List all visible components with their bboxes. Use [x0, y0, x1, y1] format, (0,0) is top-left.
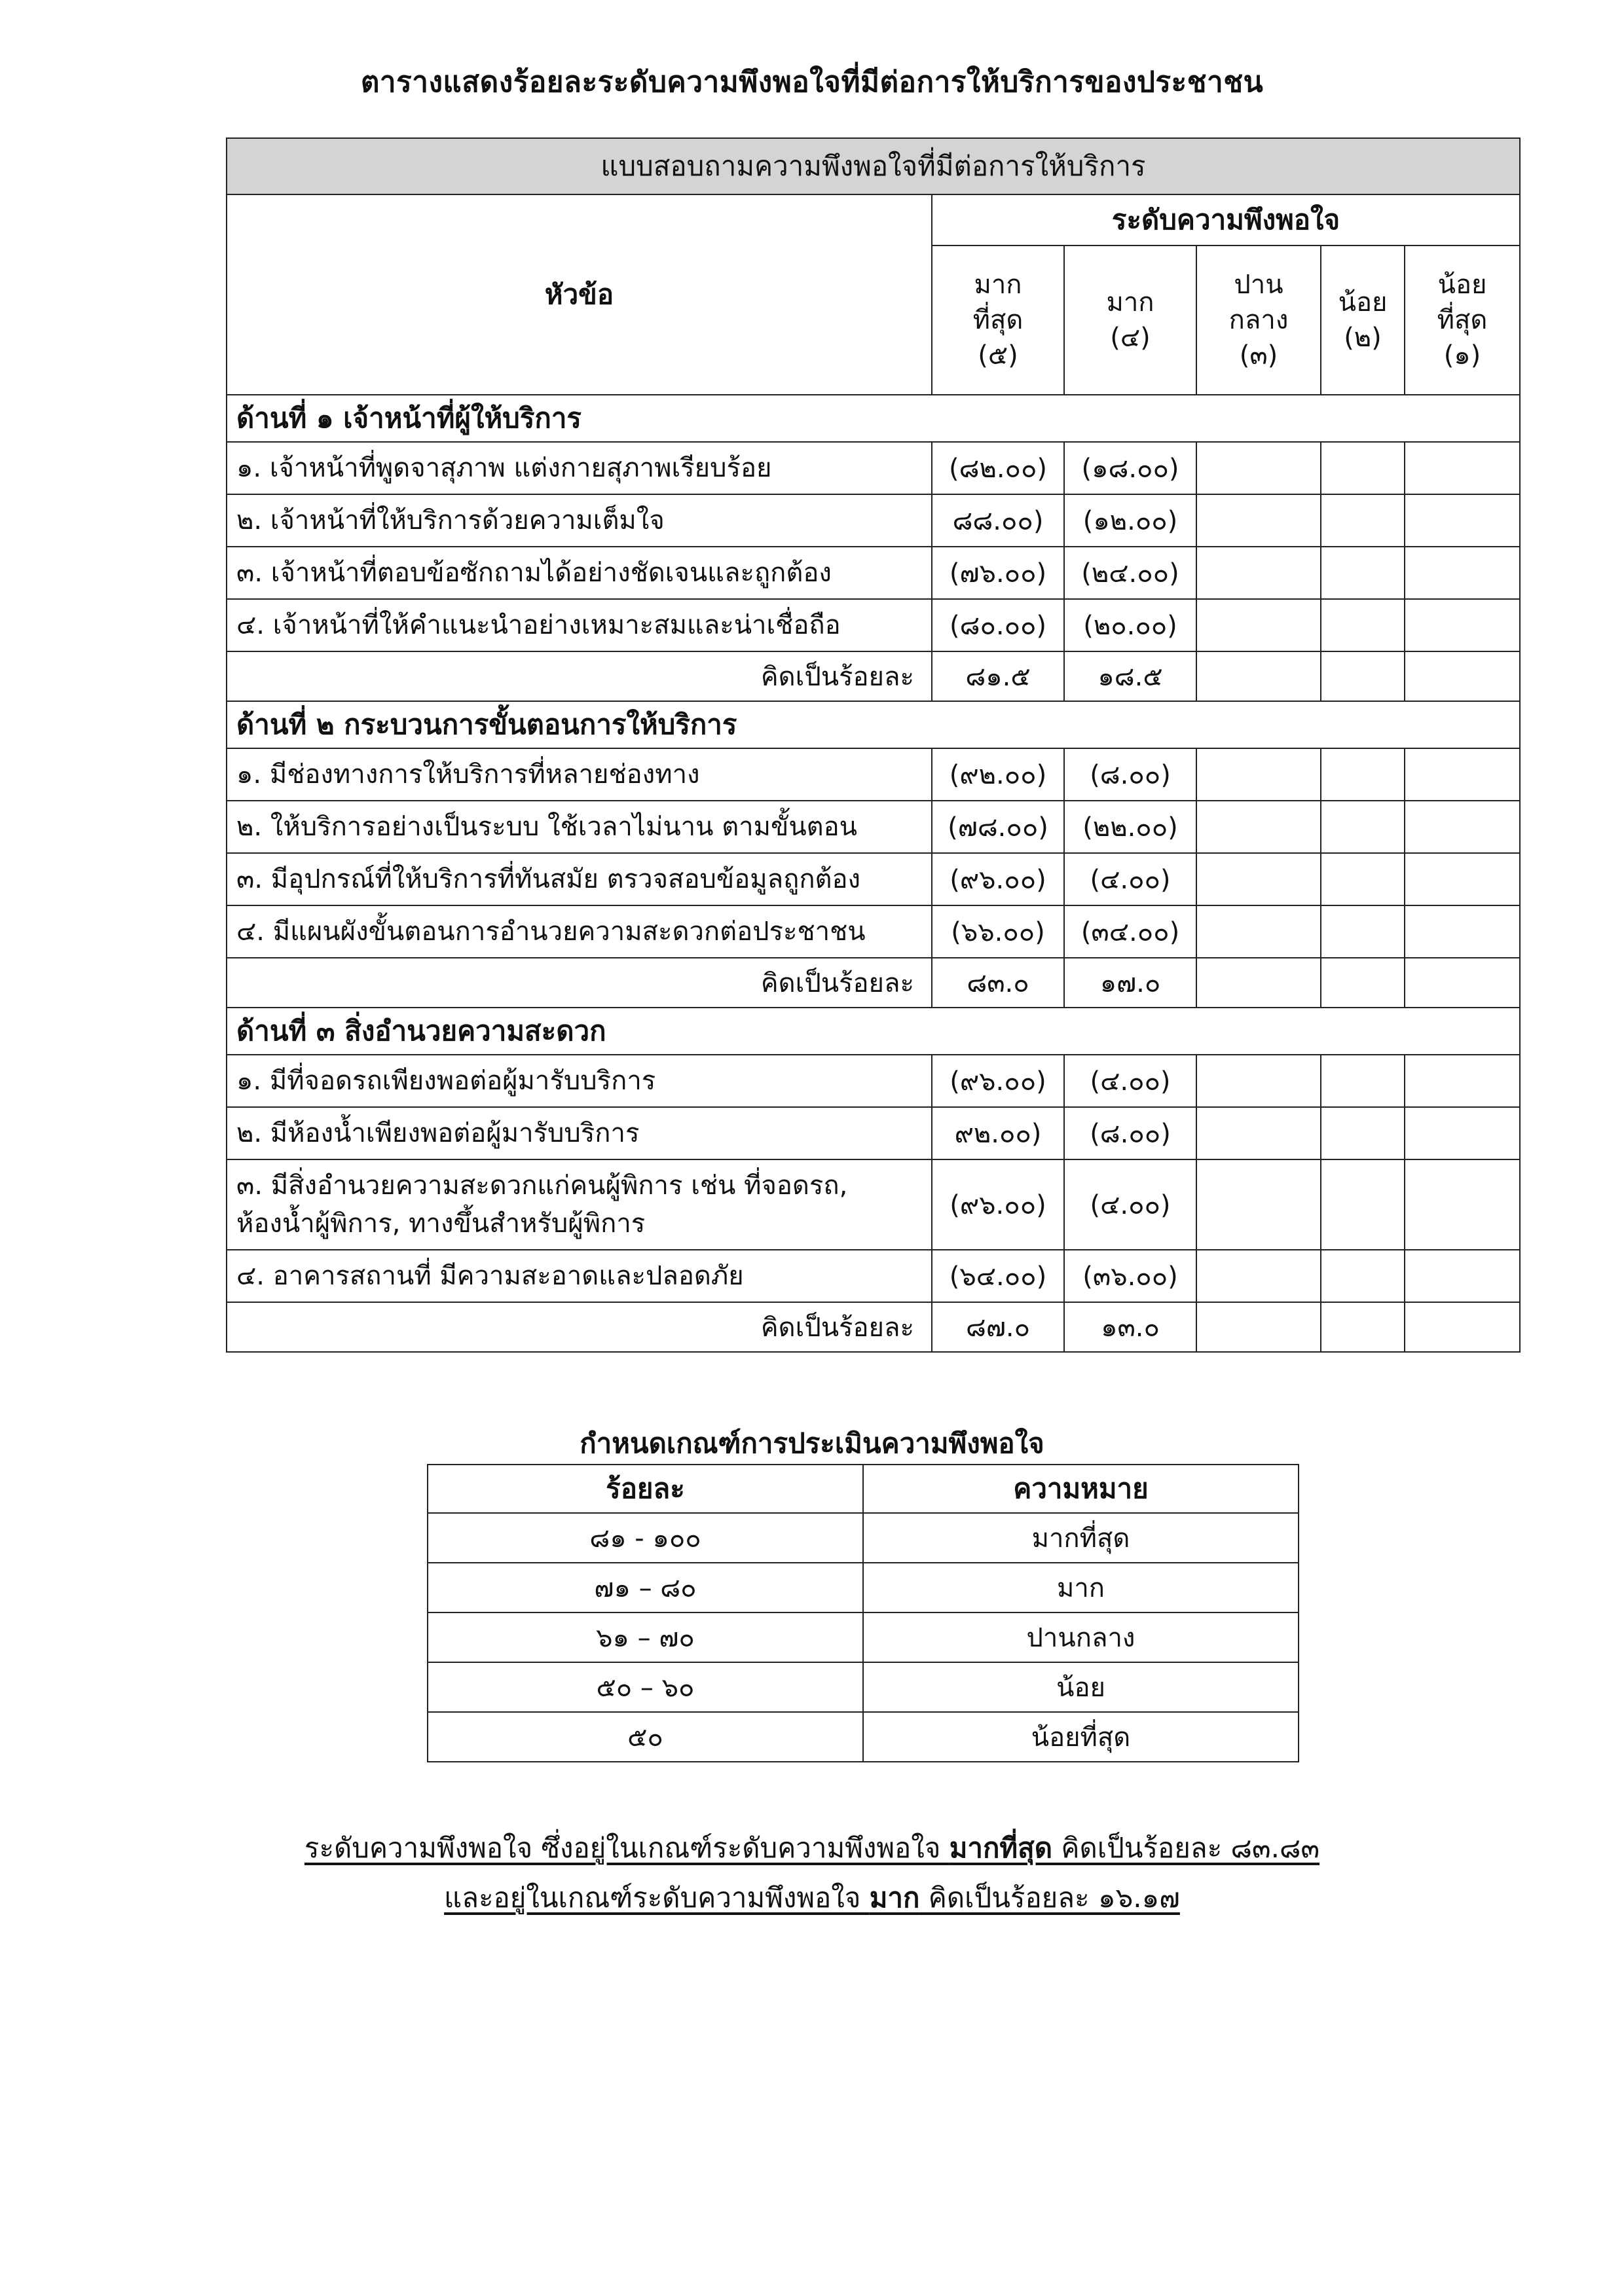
- criteria-meaning: น้อยที่สุด: [863, 1712, 1299, 1762]
- section-title: ด้านที่ ๓ สิ่งอำนวยความสะดวก: [227, 1008, 1520, 1055]
- summary-label: คิดเป็นร้อยละ: [227, 651, 932, 701]
- empty-cell: [1321, 853, 1405, 905]
- empty-cell: [1321, 494, 1405, 547]
- column-header-most: [932, 246, 1064, 395]
- item-label-line: ห้องน้ำผู้พิการ, ทางขึ้นสำหรับผู้พิการ: [236, 1209, 646, 1239]
- value-most: (๖๔.๐๐): [932, 1250, 1064, 1302]
- empty-cell: [1405, 801, 1520, 853]
- table-row: [227, 905, 1520, 958]
- criteria-range: ๕๐: [428, 1712, 863, 1762]
- value-most: ๘๘.๐๐): [932, 494, 1064, 547]
- column-header-moderate: [1196, 246, 1321, 395]
- empty-cell: [1405, 494, 1520, 547]
- item-label: ๔. อาคารสถานที่ มีความสะอาดและปลอดภัย: [227, 1250, 932, 1302]
- value-most: (๙๖.๐๐): [932, 1159, 1064, 1250]
- column-header-line: (๓): [1239, 340, 1278, 371]
- empty-cell: [1196, 1302, 1321, 1352]
- criteria-meaning: น้อย: [863, 1662, 1299, 1712]
- summary-line-2: [0, 1876, 1624, 1920]
- table-row: [428, 1613, 1299, 1662]
- empty-cell: [1321, 1250, 1405, 1302]
- empty-cell: [1405, 1250, 1520, 1302]
- empty-cell: [1321, 1302, 1405, 1352]
- empty-cell: [1196, 905, 1321, 958]
- empty-cell: [1321, 958, 1405, 1008]
- table-row: [227, 547, 1520, 599]
- summary-line-1: [0, 1827, 1624, 1870]
- value-much: (๔.๐๐): [1064, 1159, 1196, 1250]
- topic-header: หัวข้อ: [227, 194, 932, 395]
- item-label: ๑. เจ้าหน้าที่พูดจาสุภาพ แต่งกายสุภาพเรียบร้อย: [227, 442, 932, 494]
- summary-label: คิดเป็นร้อยละ: [227, 958, 932, 1008]
- table-row: [227, 1107, 1520, 1159]
- table-row: [227, 494, 1520, 547]
- empty-cell: [1405, 1055, 1520, 1107]
- satisfaction-level-header: ระดับความพึงพอใจ: [932, 194, 1520, 246]
- column-header-line: (๒): [1344, 323, 1382, 353]
- item-label-line: ๓. มีสิ่งอำนวยความสะดวกแก่คนผู้พิการ เช่น ที่จอดรถ,: [236, 1171, 848, 1201]
- column-header-line: มาก: [974, 270, 1022, 300]
- value-most: (๘๐.๐๐): [932, 599, 1064, 651]
- column-header-line: ปาน: [1234, 270, 1283, 300]
- value-most: (๖๖.๐๐): [932, 905, 1064, 958]
- empty-cell: [1405, 853, 1520, 905]
- value-much: (๓๔.๐๐): [1064, 905, 1196, 958]
- value-much: (๓๖.๐๐): [1064, 1250, 1196, 1302]
- empty-cell: [1321, 1055, 1405, 1107]
- summary-much: ๑๘.๕: [1064, 651, 1196, 701]
- summary-much: ๑๗.๐: [1064, 958, 1196, 1008]
- empty-cell: [1405, 599, 1520, 651]
- table-row: [227, 599, 1520, 651]
- section-title: ด้านที่ ๑ เจ้าหน้าที่ผู้ให้บริการ: [227, 395, 1520, 442]
- value-most: (๙๒.๐๐): [932, 748, 1064, 801]
- item-label: ๒. ให้บริการอย่างเป็นระบบ ใช้เวลาไม่นาน ตามขั้นตอน: [227, 801, 932, 853]
- value-most: (๙๖.๐๐): [932, 853, 1064, 905]
- summary-most: ๘๑.๕: [932, 651, 1064, 701]
- empty-cell: [1196, 801, 1321, 853]
- empty-cell: [1196, 1055, 1321, 1107]
- summary-most: ๘๗.๐: [932, 1302, 1064, 1352]
- value-most: (๙๖.๐๐): [932, 1055, 1064, 1107]
- table-row: [227, 442, 1520, 494]
- summary-text: ระดับความพึงพอใจ ซึ่งอยู่ในเกณฑ์ระดับความพึงพอใจ: [304, 1832, 950, 1864]
- criteria-range: ๕๐ – ๖๐: [428, 1662, 863, 1712]
- summary-label: คิดเป็นร้อยละ: [227, 1302, 932, 1352]
- value-most: (๗๖.๐๐): [932, 547, 1064, 599]
- summary-much: ๑๓.๐: [1064, 1302, 1196, 1352]
- summary-text: และอยู่ในเกณฑ์ระดับความพึงพอใจ: [444, 1882, 870, 1914]
- value-most: (๗๘.๐๐): [932, 801, 1064, 853]
- empty-cell: [1321, 748, 1405, 801]
- value-much: (๔.๐๐): [1064, 1055, 1196, 1107]
- table-row: [428, 1662, 1299, 1712]
- empty-cell: [1405, 958, 1520, 1008]
- value-much: (๔.๐๐): [1064, 853, 1196, 905]
- summary-text: คิดเป็นร้อยละ ๘๓.๘๓: [1052, 1832, 1320, 1864]
- table-row: [227, 1159, 1520, 1250]
- empty-cell: [1196, 853, 1321, 905]
- empty-cell: [1196, 1107, 1321, 1159]
- criteria-range: ๗๑ – ๘๐: [428, 1563, 863, 1613]
- criteria-title: กำหนดเกณฑ์การประเมินความพึงพอใจ: [580, 1427, 1044, 1459]
- page-title: ตารางแสดงร้อยละระดับความพึงพอใจที่มีต่อการให้บริการของประชาชน: [360, 65, 1264, 99]
- summary-most: ๘๓.๐: [932, 958, 1064, 1008]
- criteria-range: ๘๑ - ๑๐๐: [428, 1513, 863, 1563]
- criteria-header-meaning: ความหมาย: [863, 1465, 1299, 1513]
- summary-emphasis: มากที่สุด: [949, 1832, 1053, 1864]
- column-header-line: น้อย: [1437, 270, 1487, 300]
- empty-cell: [1321, 442, 1405, 494]
- value-much: (๘.๐๐): [1064, 1107, 1196, 1159]
- value-most: ๙๒.๐๐): [932, 1107, 1064, 1159]
- empty-cell: [1405, 905, 1520, 958]
- criteria-table: [427, 1464, 1299, 1762]
- column-header-least: [1405, 246, 1520, 395]
- empty-cell: [1321, 801, 1405, 853]
- empty-cell: [1405, 651, 1520, 701]
- value-much: (๒๔.๐๐): [1064, 547, 1196, 599]
- table-row: [428, 1563, 1299, 1613]
- summary-row: [227, 958, 1520, 1008]
- empty-cell: [1321, 905, 1405, 958]
- column-header-line: น้อย: [1338, 287, 1388, 318]
- empty-cell: [1196, 547, 1321, 599]
- column-header-line: มาก: [1106, 287, 1154, 318]
- empty-cell: [1196, 442, 1321, 494]
- table-row: [227, 1055, 1520, 1107]
- value-much: (๒๒.๐๐): [1064, 801, 1196, 853]
- table-row: [227, 853, 1520, 905]
- item-label: ๑. มีที่จอดรถเพียงพอต่อผู้มารับบริการ: [227, 1055, 932, 1107]
- column-header-line: (๔): [1110, 323, 1151, 353]
- value-much: (๒๐.๐๐): [1064, 599, 1196, 651]
- empty-cell: [1196, 494, 1321, 547]
- table-row: [428, 1712, 1299, 1762]
- empty-cell: [1321, 1159, 1405, 1250]
- empty-cell: [1405, 442, 1520, 494]
- table-row: [227, 1250, 1520, 1302]
- value-much: (๘.๐๐): [1064, 748, 1196, 801]
- empty-cell: [1321, 599, 1405, 651]
- item-label: ๓. เจ้าหน้าที่ตอบข้อซักถามได้อย่างชัดเจนและถูกต้อง: [227, 547, 932, 599]
- table-row: [227, 801, 1520, 853]
- value-most: (๘๒.๐๐): [932, 442, 1064, 494]
- empty-cell: [1405, 1159, 1520, 1250]
- empty-cell: [1196, 1250, 1321, 1302]
- summary-row: [227, 1302, 1520, 1352]
- column-header-line: ที่สุด: [1437, 305, 1488, 335]
- item-label: [227, 1159, 932, 1250]
- item-label: ๑. มีช่องทางการให้บริการที่หลายช่องทาง: [227, 748, 932, 801]
- empty-cell: [1321, 1107, 1405, 1159]
- criteria-header-percent: ร้อยละ: [428, 1465, 863, 1513]
- summary-text: คิดเป็นร้อยละ ๑๖.๑๗: [919, 1882, 1180, 1914]
- value-much: (๑๘.๐๐): [1064, 442, 1196, 494]
- empty-cell: [1196, 651, 1321, 701]
- column-header-line: ที่สุด: [972, 305, 1024, 335]
- table-row: [227, 748, 1520, 801]
- empty-cell: [1196, 748, 1321, 801]
- item-label: ๔. มีแผนผังขั้นตอนการอำนวยความสะดวกต่อประชาชน: [227, 905, 932, 958]
- item-label: ๓. มีอุปกรณ์ที่ให้บริการที่ทันสมัย ตรวจสอบข้อมูลถูกต้อง: [227, 853, 932, 905]
- criteria-meaning: มากที่สุด: [863, 1513, 1299, 1563]
- column-header-line: (๑): [1443, 340, 1481, 371]
- criteria-meaning: ปานกลาง: [863, 1613, 1299, 1662]
- summary-emphasis: มาก: [869, 1882, 920, 1914]
- satisfaction-survey-table: [226, 137, 1521, 1353]
- empty-cell: [1405, 547, 1520, 599]
- empty-cell: [1321, 651, 1405, 701]
- criteria-range: ๖๑ – ๗๐: [428, 1613, 863, 1662]
- table-row: [428, 1513, 1299, 1563]
- survey-banner: แบบสอบถามความพึงพอใจที่มีต่อการให้บริการ: [227, 138, 1520, 194]
- empty-cell: [1405, 1107, 1520, 1159]
- empty-cell: [1321, 547, 1405, 599]
- section-title: ด้านที่ ๒ กระบวนการขั้นตอนการให้บริการ: [227, 701, 1520, 748]
- item-label: ๒. เจ้าหน้าที่ให้บริการด้วยความเต็มใจ: [227, 494, 932, 547]
- summary-row: [227, 651, 1520, 701]
- column-header-little: [1321, 246, 1405, 395]
- empty-cell: [1196, 599, 1321, 651]
- column-header-much: [1064, 246, 1196, 395]
- value-much: (๑๒.๐๐): [1064, 494, 1196, 547]
- column-header-line: กลาง: [1228, 305, 1289, 335]
- item-label: ๔. เจ้าหน้าที่ให้คำแนะนำอย่างเหมาะสมและน่าเชื่อถือ: [227, 599, 932, 651]
- column-header-line: (๕): [978, 340, 1018, 371]
- empty-cell: [1196, 958, 1321, 1008]
- empty-cell: [1405, 748, 1520, 801]
- empty-cell: [1196, 1159, 1321, 1250]
- criteria-meaning: มาก: [863, 1563, 1299, 1613]
- empty-cell: [1405, 1302, 1520, 1352]
- item-label: ๒. มีห้องน้ำเพียงพอต่อผู้มารับบริการ: [227, 1107, 932, 1159]
